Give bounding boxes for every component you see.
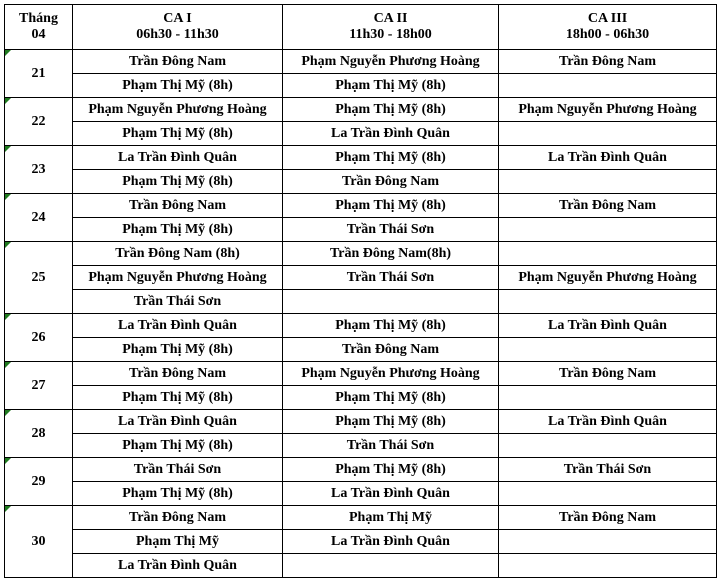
shift-3-staff-cell: La Trần Đình Quân bbox=[499, 314, 717, 338]
shift-3-staff-cell: La Trần Đình Quân bbox=[499, 410, 717, 434]
shift-3-staff-cell bbox=[499, 434, 717, 458]
shift-1-staff-cell: Trần Thái Sơn bbox=[73, 290, 283, 314]
shift-3-staff-cell: Trần Thái Sơn bbox=[499, 458, 717, 482]
shift-3-staff-cell: Phạm Nguyễn Phương Hoàng bbox=[499, 98, 717, 122]
shift-3-staff-cell bbox=[499, 242, 717, 266]
day-cell: 24 bbox=[5, 194, 73, 242]
shift-1-staff-cell: Phạm Thị Mỹ (8h) bbox=[73, 74, 283, 98]
shift-2-staff-cell: Trần Thái Sơn bbox=[283, 266, 499, 290]
day-cell: 25 bbox=[5, 242, 73, 314]
shift-2-staff-cell: Phạm Thị Mỹ (8h) bbox=[283, 194, 499, 218]
table-row bbox=[5, 482, 717, 506]
shift-2-staff-cell: La Trần Đình Quân bbox=[283, 530, 499, 554]
table-row bbox=[5, 290, 717, 314]
shift-1-staff-cell: Trần Thái Sơn bbox=[73, 458, 283, 482]
shift-2-staff-cell: Phạm Thị Mỹ (8h) bbox=[283, 98, 499, 122]
shift-3-staff-cell bbox=[499, 386, 717, 410]
table-row bbox=[5, 242, 717, 266]
table-row bbox=[5, 314, 717, 338]
month-label: Tháng bbox=[19, 11, 58, 26]
shift-1-staff-cell: Phạm Thị Mỹ (8h) bbox=[73, 338, 283, 362]
shift-1-staff-cell: La Trần Đình Quân bbox=[73, 554, 283, 578]
shift-2-header bbox=[283, 5, 499, 50]
shift-3-staff-cell bbox=[499, 338, 717, 362]
table-row bbox=[5, 506, 717, 530]
shift-3-staff-cell bbox=[499, 122, 717, 146]
shift-3-staff-cell bbox=[499, 554, 717, 578]
shift-2-time: 11h30 - 18h00 bbox=[349, 27, 432, 42]
shift-2-staff-cell: Phạm Nguyễn Phương Hoàng bbox=[283, 50, 499, 74]
shift-2-staff-cell: Phạm Thị Mỹ bbox=[283, 506, 499, 530]
shift-2-staff-cell: Phạm Thị Mỹ (8h) bbox=[283, 410, 499, 434]
shift-3-staff-cell bbox=[499, 290, 717, 314]
day-cell: 26 bbox=[5, 314, 73, 362]
shift-3-staff-cell: Trần Đông Nam bbox=[499, 50, 717, 74]
table-row bbox=[5, 434, 717, 458]
shift-1-staff-cell: Trần Đông Nam bbox=[73, 362, 283, 386]
shift-2-staff-cell: Phạm Thị Mỹ (8h) bbox=[283, 386, 499, 410]
shift-3-staff-cell: La Trần Đình Quân bbox=[499, 146, 717, 170]
table-row bbox=[5, 146, 717, 170]
shift-2-staff-cell: Trần Đông Nam bbox=[283, 338, 499, 362]
table-row bbox=[5, 122, 717, 146]
header-row bbox=[5, 5, 717, 50]
shift-1-staff-cell: Trần Đông Nam bbox=[73, 50, 283, 74]
shift-2-staff-cell: Phạm Thị Mỹ (8h) bbox=[283, 458, 499, 482]
day-cell: 30 bbox=[5, 506, 73, 578]
shift-3-staff-cell: Trần Đông Nam bbox=[499, 362, 717, 386]
table-row bbox=[5, 458, 717, 482]
shift-1-staff-cell: Trần Đông Nam bbox=[73, 506, 283, 530]
table-row bbox=[5, 338, 717, 362]
shift-1-staff-cell: Phạm Thị Mỹ (8h) bbox=[73, 170, 283, 194]
shift-2-staff-cell: Trần Đông Nam bbox=[283, 170, 499, 194]
shift-2-staff-cell: La Trần Đình Quân bbox=[283, 482, 499, 506]
table-row bbox=[5, 410, 717, 434]
table-row bbox=[5, 218, 717, 242]
shift-2-staff-cell bbox=[283, 290, 499, 314]
month-value: 04 bbox=[31, 27, 46, 42]
day-cell: 23 bbox=[5, 146, 73, 194]
shift-3-staff-cell bbox=[499, 170, 717, 194]
shift-3-staff-cell bbox=[499, 482, 717, 506]
shift-2-staff-cell: La Trần Đình Quân bbox=[283, 122, 499, 146]
shift-2-staff-cell: Trần Thái Sơn bbox=[283, 218, 499, 242]
day-cell: 28 bbox=[5, 410, 73, 458]
shift-3-staff-cell bbox=[499, 74, 717, 98]
shift-3-staff-cell: Trần Đông Nam bbox=[499, 506, 717, 530]
shift-1-staff-cell: La Trần Đình Quân bbox=[73, 146, 283, 170]
month-header bbox=[5, 5, 73, 50]
table-row bbox=[5, 74, 717, 98]
shift-1-staff-cell: La Trần Đình Quân bbox=[73, 410, 283, 434]
shift-3-staff-cell bbox=[499, 530, 717, 554]
shift-2-staff-cell bbox=[283, 554, 499, 578]
table-row bbox=[5, 50, 717, 74]
shift-1-staff-cell: Trần Đông Nam bbox=[73, 194, 283, 218]
schedule-body bbox=[5, 50, 717, 578]
shift-1-staff-cell: Phạm Thị Mỹ (8h) bbox=[73, 218, 283, 242]
table-row bbox=[5, 194, 717, 218]
shift-1-staff-cell: Phạm Thị Mỹ bbox=[73, 530, 283, 554]
shift-1-staff-cell: Phạm Thị Mỹ (8h) bbox=[73, 122, 283, 146]
shift-1-name: CA I bbox=[163, 11, 192, 26]
shift-1-staff-cell: La Trần Đình Quân bbox=[73, 314, 283, 338]
shift-2-staff-cell: Phạm Thị Mỹ (8h) bbox=[283, 314, 499, 338]
day-cell: 21 bbox=[5, 50, 73, 98]
shift-1-header bbox=[73, 5, 283, 50]
shift-2-staff-cell: Phạm Thị Mỹ (8h) bbox=[283, 74, 499, 98]
day-cell: 22 bbox=[5, 98, 73, 146]
shift-1-staff-cell: Trần Đông Nam (8h) bbox=[73, 242, 283, 266]
table-row bbox=[5, 530, 717, 554]
shift-1-staff-cell: Phạm Thị Mỹ (8h) bbox=[73, 434, 283, 458]
table-row bbox=[5, 386, 717, 410]
day-cell: 27 bbox=[5, 362, 73, 410]
shift-schedule-table bbox=[4, 4, 717, 578]
shift-1-staff-cell: Phạm Nguyễn Phương Hoàng bbox=[73, 98, 283, 122]
table-row bbox=[5, 554, 717, 578]
shift-2-staff-cell: Phạm Thị Mỹ (8h) bbox=[283, 146, 499, 170]
shift-2-staff-cell: Phạm Nguyễn Phương Hoàng bbox=[283, 362, 499, 386]
shift-3-staff-cell bbox=[499, 218, 717, 242]
shift-2-staff-cell: Trần Đông Nam(8h) bbox=[283, 242, 499, 266]
shift-2-staff-cell: Trần Thái Sơn bbox=[283, 434, 499, 458]
table-row bbox=[5, 170, 717, 194]
shift-3-name: CA III bbox=[587, 11, 628, 26]
shift-1-staff-cell: Phạm Nguyễn Phương Hoàng bbox=[73, 266, 283, 290]
table-row bbox=[5, 266, 717, 290]
shift-3-staff-cell: Phạm Nguyễn Phương Hoàng bbox=[499, 266, 717, 290]
shift-1-time: 06h30 - 11h30 bbox=[136, 27, 219, 42]
day-cell: 29 bbox=[5, 458, 73, 506]
table-row bbox=[5, 362, 717, 386]
shift-1-staff-cell: Phạm Thị Mỹ (8h) bbox=[73, 386, 283, 410]
shift-2-name: CA II bbox=[373, 11, 408, 26]
shift-3-staff-cell: Trần Đông Nam bbox=[499, 194, 717, 218]
shift-3-time: 18h00 - 06h30 bbox=[565, 27, 650, 42]
shift-3-header bbox=[499, 5, 717, 50]
table-row bbox=[5, 98, 717, 122]
shift-1-staff-cell: Phạm Thị Mỹ (8h) bbox=[73, 482, 283, 506]
